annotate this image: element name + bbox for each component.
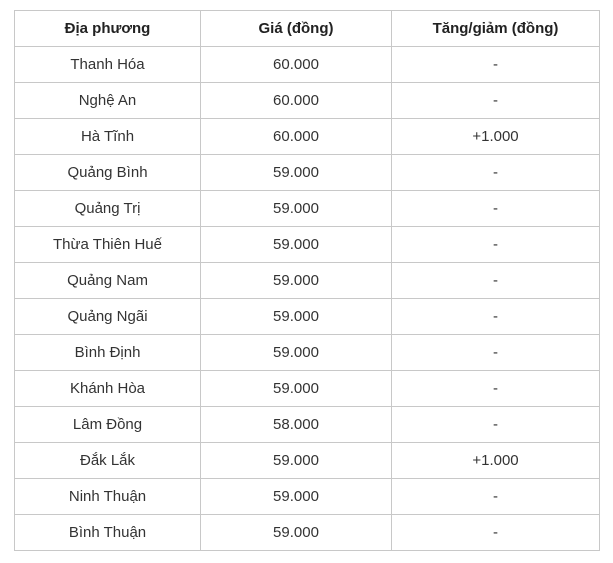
cell-change: - <box>392 371 600 407</box>
cell-change: +1.000 <box>392 119 600 155</box>
cell-change: - <box>392 407 600 443</box>
table-row <box>15 443 600 479</box>
cell-change: - <box>392 155 600 191</box>
cell-price: 59.000 <box>201 227 392 263</box>
table-row <box>15 47 600 83</box>
table-container <box>14 10 600 551</box>
cell-price: 59.000 <box>201 335 392 371</box>
table-row <box>15 119 600 155</box>
cell-location: Bình Thuận <box>15 515 201 551</box>
cell-change: - <box>392 227 600 263</box>
cell-change: - <box>392 263 600 299</box>
cell-change: - <box>392 515 600 551</box>
table-row <box>15 479 600 515</box>
cell-price: 59.000 <box>201 299 392 335</box>
table-row <box>15 335 600 371</box>
cell-change: - <box>392 47 600 83</box>
table-row <box>15 191 600 227</box>
cell-location: Khánh Hòa <box>15 371 201 407</box>
cell-change: +1.000 <box>392 443 600 479</box>
cell-price: 59.000 <box>201 155 392 191</box>
header-row <box>15 11 600 47</box>
cell-change: - <box>392 299 600 335</box>
table-row <box>15 371 600 407</box>
cell-price: 59.000 <box>201 479 392 515</box>
price-table <box>14 10 600 551</box>
table-row <box>15 299 600 335</box>
table-row <box>15 407 600 443</box>
cell-price: 59.000 <box>201 515 392 551</box>
cell-price: 59.000 <box>201 443 392 479</box>
header-price: Giá (đồng) <box>201 11 392 47</box>
table-body <box>15 47 600 551</box>
cell-location: Nghệ An <box>15 83 201 119</box>
header-change: Tăng/giảm (đồng) <box>392 11 600 47</box>
cell-price: 59.000 <box>201 371 392 407</box>
cell-change: - <box>392 83 600 119</box>
header-location: Địa phương <box>15 11 201 47</box>
table-row <box>15 155 600 191</box>
cell-price: 60.000 <box>201 83 392 119</box>
cell-price: 60.000 <box>201 119 392 155</box>
cell-location: Ninh Thuận <box>15 479 201 515</box>
cell-price: 60.000 <box>201 47 392 83</box>
cell-location: Quảng Ngãi <box>15 299 201 335</box>
table-header <box>15 11 600 47</box>
table-row <box>15 263 600 299</box>
table-row <box>15 83 600 119</box>
cell-change: - <box>392 191 600 227</box>
cell-price: 58.000 <box>201 407 392 443</box>
cell-price: 59.000 <box>201 191 392 227</box>
cell-location: Thừa Thiên Huế <box>15 227 201 263</box>
cell-change: - <box>392 479 600 515</box>
cell-location: Hà Tĩnh <box>15 119 201 155</box>
cell-location: Quảng Bình <box>15 155 201 191</box>
cell-location: Lâm Đồng <box>15 407 201 443</box>
cell-price: 59.000 <box>201 263 392 299</box>
table-row <box>15 227 600 263</box>
cell-change: - <box>392 335 600 371</box>
cell-location: Quảng Trị <box>15 191 201 227</box>
cell-location: Đắk Lắk <box>15 443 201 479</box>
cell-location: Thanh Hóa <box>15 47 201 83</box>
cell-location: Quảng Nam <box>15 263 201 299</box>
cell-location: Bình Định <box>15 335 201 371</box>
table-row <box>15 515 600 551</box>
